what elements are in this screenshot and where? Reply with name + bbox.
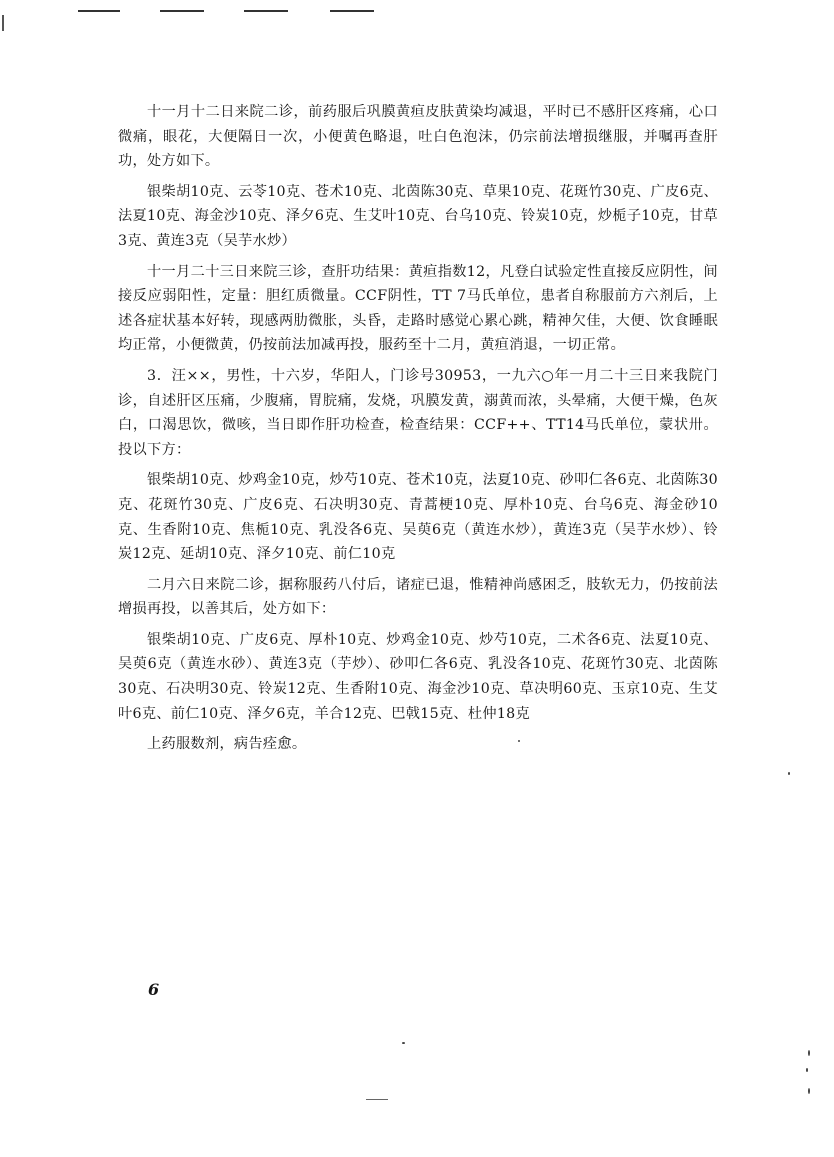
scan-speck <box>518 740 520 742</box>
scan-speck <box>402 1042 405 1044</box>
rule-4 <box>330 10 374 12</box>
rule-1 <box>78 10 120 12</box>
scan-speck <box>788 772 790 775</box>
edge-mark <box>2 15 4 31</box>
page-number: 6 <box>148 980 160 999</box>
paragraph-case-3: 3．汪××，男性，十六岁，华阳人，门诊号30953，一九六○年一月二十三日来我院门诊，自述肝区压痛，少腹痛，胃脘痛，发烧，巩膜发黄，溺黄而浓，头晕痛，大便干燥，色灰白，口渴思饮，微咳，当日即作肝功检查，检查结果：CCF++、TT14马氏单位，蒙状卅。投以下方： <box>118 367 718 458</box>
document-body <box>118 100 718 757</box>
paragraph-case-3-second-visit: 二月六日来院二诊，据称服药八付后，诸症已退，惟精神尚感困乏，肢软无力，仍按前法增损再投，以善其后，处方如下： <box>118 576 718 618</box>
paragraph-second-visit: 十一月十二日来院二诊，前药服后巩膜黄疸皮肤黄染均减退，平时已不感肝区疼痛，心口微痛，眼花，大便隔日一次，小便黄色略退，吐白色泡沫，仍宗前法增损继服，并嘱再查肝功，处方如下。 <box>118 104 718 170</box>
scan-speck <box>808 1088 810 1094</box>
bottom-rule <box>366 1099 388 1100</box>
rule-2 <box>160 10 204 12</box>
paragraph-third-visit: 十一月二十三日来院三诊，查肝功结果：黄疸指数12，凡登白试验定性直接反应阴性，间接反应弱阳性，定量：胆红质微量。CCF阴性，TT 7马氏单位，患者自称服前方六剂后，上述各症状基本好转，现感两肋微胀，头昏，走路时感觉心累心跳，精神欠佳，大便、饮食睡眠均正常，小便微黄，仍按前法加减再投，服药至十二月，黄疸消退，一切正常。 <box>118 263 718 354</box>
prescription-3: 银柴胡10克、广皮6克、厚朴10克、炒鸡金10克、炒芍10克，二术各6克、法夏10克、吴萸6克（黄连水砂）、黄连3克（芋炒）、砂叩仁各6克、乳没各10克、花斑竹30克、北茵陈30克、石决明30克、铃炭12克、生香附10克、海金沙10克、草决明60克、玉京10克、生艾叶6克、前仁10克、泽夕6克，羊合12克、巴戟15克、杜仲18克 <box>118 631 718 722</box>
prescription-1: 银柴胡10克、云苓10克、苍术10克、北茵陈30克、草果10克、花斑竹30克、广皮6克、法夏10克、海金沙10克、泽夕6克、生艾叶10克、台乌10克、铃炭10克，炒栀子10克，甘草3克、黄连3克（吴芋水炒） <box>118 183 718 249</box>
rule-3 <box>244 10 288 12</box>
top-rules <box>0 10 834 16</box>
scan-speck <box>806 1068 808 1072</box>
prescription-2: 银柴胡10克、炒鸡金10克，炒芍10克、苍术10克，法夏10克、砂叩仁各6克、北茵陈30克、花斑竹30克、广皮6克、石决明30克、青蒿梗10克、厚朴10克、台乌6克、海金砂10克、生香附10克、焦栀10克、乳没各6克、吴萸6克（黄连水炒），黄连3克（吴芋水炒）、铃炭12克、延胡10克、泽夕10克、前仁10克 <box>118 472 718 563</box>
paragraph-conclusion: 上药服数剂，病告痊愈。 <box>147 736 307 753</box>
scan-speck <box>808 1050 810 1056</box>
